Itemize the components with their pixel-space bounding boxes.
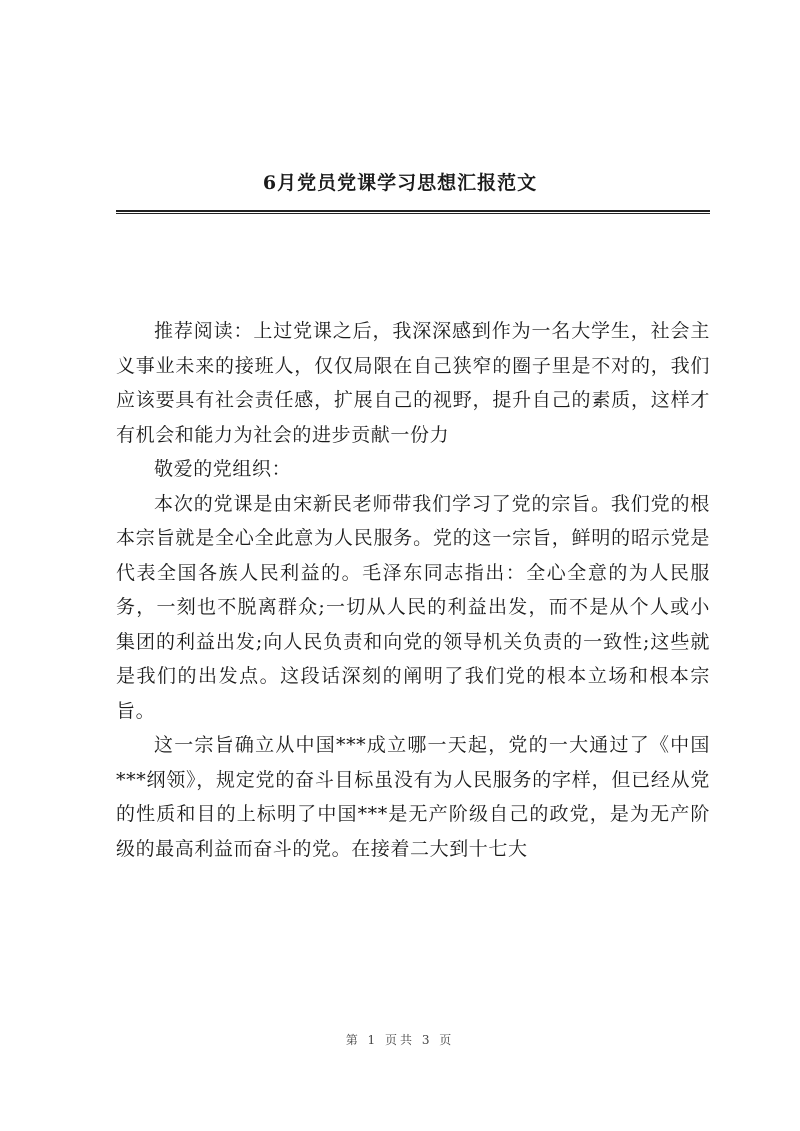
paragraph-body-2: 这一宗旨确立从中国***成立哪一天起，党的一大通过了《中国***纲领》，规定党的奋斗目标虽没有为人民服务的字样，但已经从党的性质和目的上标明了中国***是无产阶级自己的政党，是为无产阶级的最高利益而奋斗的党。在接着二大到十七大 (116, 734, 710, 860)
title-underline (116, 210, 710, 214)
paragraph-body-1: 本次的党课是由宋新民老师带我们学习了党的宗旨。我们党的根本宗旨就是全心全此意为人民服务。党的这一宗旨，鲜明的昭示党是代表全国各族人民利益的。毛泽东同志指出：全心全意的为人民服务，一刻也不脱离群众;一切从人民的利益出发，而不是从个人或小集团的利益出发;向人民负责和向党的领导机关负责的一致性;这些就是我们的出发点。这段话深刻的阐明了我们党的根本立场和根本宗旨。 (116, 492, 710, 722)
page-title: 6月党员党课学习思想汇报范文 (262, 172, 538, 194)
document-body (116, 314, 710, 866)
page-number-footer: 第 1 页共 3 页 (345, 1033, 455, 1047)
paragraph-salutation: 敬爱的党组织： (154, 458, 292, 480)
paragraph-intro: 推荐阅读：上过党课之后，我深深感到作为一名大学生，社会主义事业未来的接班人，仅仅局限在自己狭窄的圈子里是不对的，我们应该要具有社会责任感，扩展自己的视野，提升自己的素质，这样才有机会和能力为社会的进步贡献一份力 (116, 320, 710, 446)
